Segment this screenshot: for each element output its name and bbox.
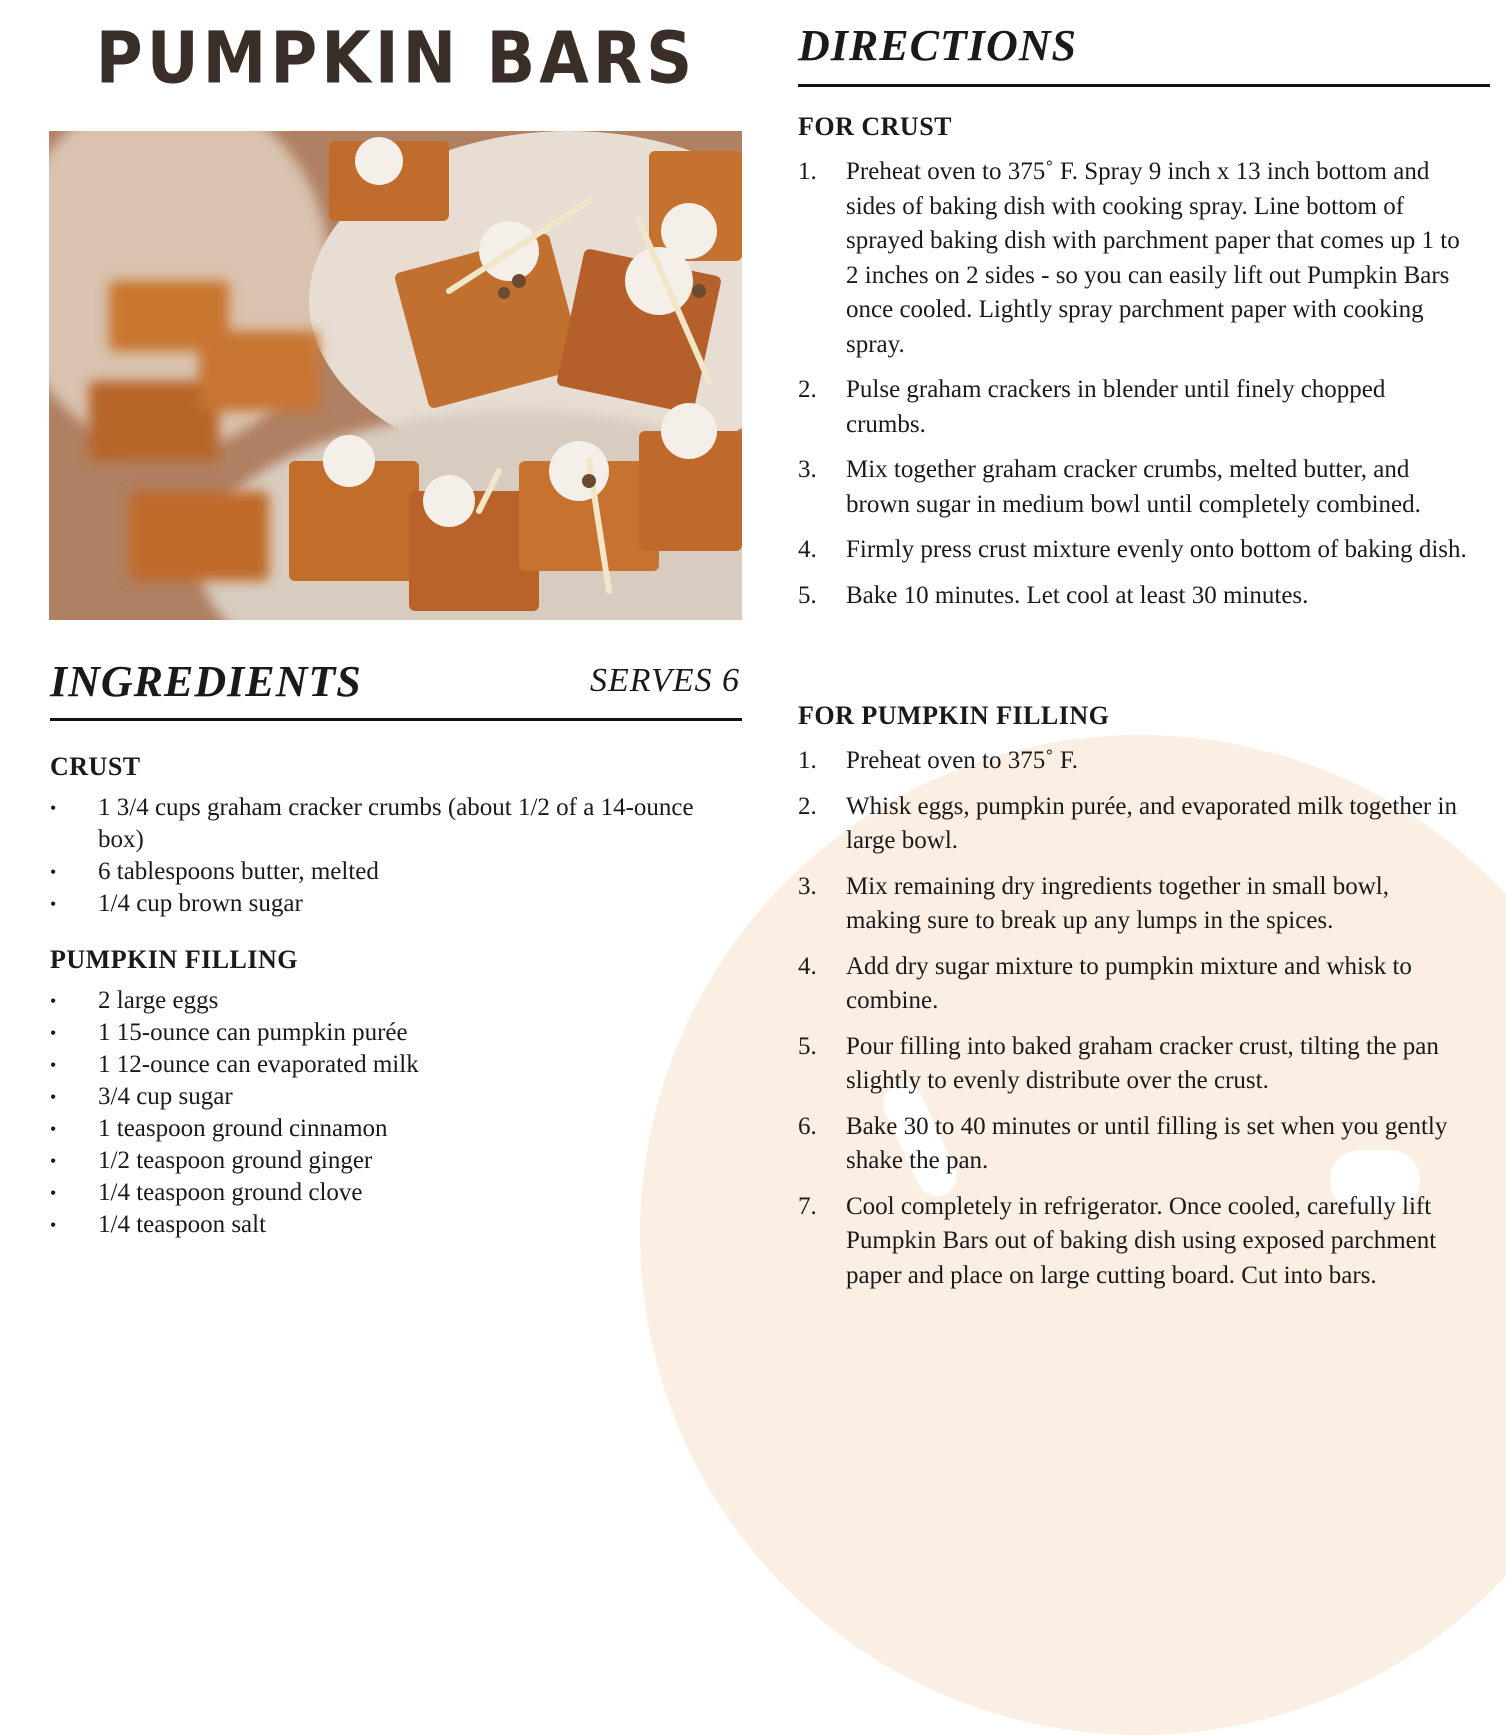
filling-heading: PUMPKIN FILLING [50,945,298,974]
step-item [798,533,1470,568]
crust-heading: CRUST [50,752,141,781]
step-text: Pulse graham crackers in blender until finely chopped crumbs. [846,376,1386,438]
for-crust-heading: FOR CRUST [798,112,953,141]
list-item: • 1 teaspoon ground cinnamon [50,1113,710,1145]
step-item [798,373,1470,442]
crust-steps-list [798,155,1470,624]
list-item: • 3/4 cup sugar [50,1081,710,1113]
page-title: PUMPKIN BARS [95,17,697,101]
step-item [798,1190,1470,1294]
step-item [798,579,1470,614]
photo-illustration [49,131,742,620]
list-item: • 6 tablespoons butter, melted [50,856,710,888]
list-item: • 1/4 teaspoon salt [50,1209,710,1241]
step-text: Cool completely in refrigerator. Once cooled, carefully lift Pumpkin Bars out of baking dish using exposed parchment paper and place on large cutting board. Cut into bars. [846,1192,1437,1289]
list-item: • 2 large eggs [50,985,710,1017]
step-item [798,1110,1470,1179]
step-text: Preheat oven to 375˚ F. [846,747,1078,774]
step-text: Preheat oven to 375˚ F. Spray 9 inch x 13 inch bottom and sides of baking dish with cooking spray. Line bottom of sprayed baking dish with parchment paper that comes up 1 to 2 inches on 2 sides - so you can easily lift out Pumpkin Bars once cooled. Lightly spray parchment paper with cooking spray. [846,158,1460,358]
filling-steps-list [798,744,1470,1304]
step-number: 5. [798,1032,817,1060]
step-number: 3. [798,872,817,900]
step-text: Add dry sugar mixture to pumpkin mixture and whisk to combine. [846,952,1412,1014]
step-text: Pour filling into baked graham cracker crust, tilting the pan slightly to evenly distribute over the crust. [846,1032,1439,1094]
list-item: • 1/2 teaspoon ground ginger [50,1145,710,1177]
step-item [798,950,1470,1019]
list-item: • 1/4 teaspoon ground clove [50,1177,710,1209]
step-text: Bake 10 minutes. Let cool at least 30 minutes. [846,581,1309,609]
step-number: 3. [798,456,817,483]
step-number: 4. [798,952,817,980]
pumpkin-bars-photo [49,131,742,620]
list-item: • 1 15-ounce can pumpkin purée [50,1017,710,1049]
directions-heading: DIRECTIONS [798,21,1077,70]
step-text: Mix remaining dry ingredients together in small bowl, making sure to break up any lumps in the spices. [846,872,1389,934]
step-text: Bake 30 to 40 minutes or until filling is set when you gently shake the pan. [846,1112,1448,1174]
directions-divider [798,84,1490,87]
step-item [798,1030,1470,1099]
list-item: • 1/4 cup brown sugar [50,888,710,920]
step-item [798,790,1470,859]
step-item [798,870,1470,939]
step-text: Firmly press crust mixture evenly onto bottom of baking dish. [846,536,1467,563]
step-number: 4. [798,536,817,563]
crust-ingredient-list [50,792,710,920]
for-filling-heading: FOR PUMPKIN FILLING [798,701,1110,730]
step-number: 5. [798,581,817,609]
filling-ingredient-list [50,985,710,1241]
step-item [798,744,1470,779]
step-item [798,155,1470,362]
step-number: 1. [798,747,817,774]
step-number: 2. [798,376,817,403]
step-number: 2. [798,792,817,820]
step-text: Mix together graham cracker crumbs, melted butter, and brown sugar in medium bowl until completely combined. [846,456,1421,518]
step-text: Whisk eggs, pumpkin purée, and evaporated milk together in large bowl. [846,792,1457,854]
step-number: 7. [798,1192,817,1220]
list-item: • 1 12-ounce can evaporated milk [50,1049,710,1081]
step-number: 1. [798,158,817,185]
step-item [798,453,1470,522]
ingredients-divider [50,718,742,721]
ingredients-heading: INGREDIENTS [50,657,362,706]
list-item: • 1 3/4 cups graham cracker crumbs (about 1/2 of a 14-ounce box) [50,792,710,856]
step-number: 6. [798,1112,817,1140]
serves-label: SERVES 6 [590,662,740,699]
